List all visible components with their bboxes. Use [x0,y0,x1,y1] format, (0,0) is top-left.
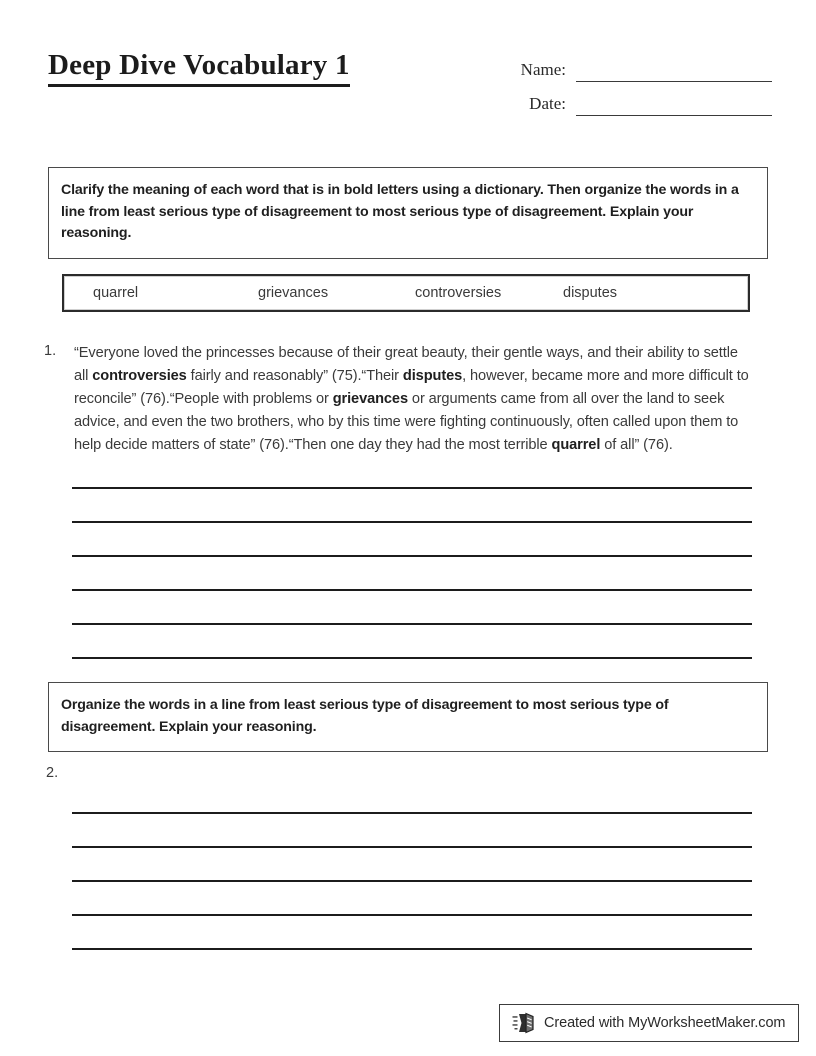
date-field-row [510,82,772,116]
vocabulary-word: controversies [92,368,187,385]
answer-line[interactable] [72,523,752,557]
question-1-number: 1. [44,343,57,359]
footer-attribution-badge[interactable] [499,1004,799,1042]
answer-line[interactable] [72,882,752,916]
question-1-block [44,342,756,457]
instruction-text-secondary: Organize the words in a line from least serious type of disagreement to most serious type of disagreement. Explain your reasoning. [61,697,669,735]
answer-line[interactable] [72,916,752,950]
myworksheetmaker-logo-icon [512,1012,536,1034]
vocabulary-word: quarrel [551,437,601,454]
answer-line[interactable] [72,814,752,848]
word-bank-item[interactable]: controversies [415,285,502,301]
word-bank [62,274,750,312]
answer-line[interactable] [72,455,752,489]
name-input-line[interactable] [576,59,772,82]
page-title: Deep Dive Vocabulary 1 [48,50,350,87]
date-field-label: Date: [529,94,566,113]
name-date-block [510,48,772,116]
name-field-label: Name: [520,60,566,79]
word-bank-inner [64,276,748,310]
answer-line[interactable] [72,591,752,625]
passage-segment: fairly and reasonably” (75).“Their [186,368,403,385]
footer-attribution-text: Created with MyWorksheetMaker.com [544,1015,786,1031]
answer-line[interactable] [72,780,752,814]
passage-segment: , however, became more and more difficult to reconcile” (76).“People with problems or [74,368,749,408]
instruction-text-primary: Clarify the meaning of each word that is in bold letters using a dictionary. Then organize the words in a line from least serious type of disagreement to most serious type of disagreement. Explain your reasoning. [61,182,739,242]
word-bank-item[interactable]: quarrel [93,285,139,301]
question-1-passage [74,342,756,457]
passage-segment: of all” (76). [600,437,673,454]
word-bank-item[interactable]: disputes [563,285,618,301]
passage-segment: or arguments came from all over the land to seek advice, and even the two brothers, who by this time were fighting continuously, often called upon them to help decide matters of state” (76).“Then one day they had the most terrible [74,391,739,454]
answer-lines-question-1[interactable] [72,455,752,659]
passage-segment: “Everyone loved the princesses because of their great beauty, their gentle ways, and their ability to settle all [74,345,738,385]
answer-line[interactable] [72,848,752,882]
word-bank-item[interactable]: grievances [258,285,329,301]
answer-lines-question-2[interactable] [72,780,752,950]
answer-line[interactable] [72,625,752,659]
instruction-box-primary [48,167,768,259]
answer-line[interactable] [72,489,752,523]
name-field-row [510,48,772,82]
vocabulary-word: grievances [332,391,408,408]
instruction-box-secondary [48,682,768,752]
vocabulary-word: disputes [402,368,463,385]
question-2-number: 2. [46,765,59,781]
answer-line[interactable] [72,557,752,591]
date-input-line[interactable] [576,93,772,116]
